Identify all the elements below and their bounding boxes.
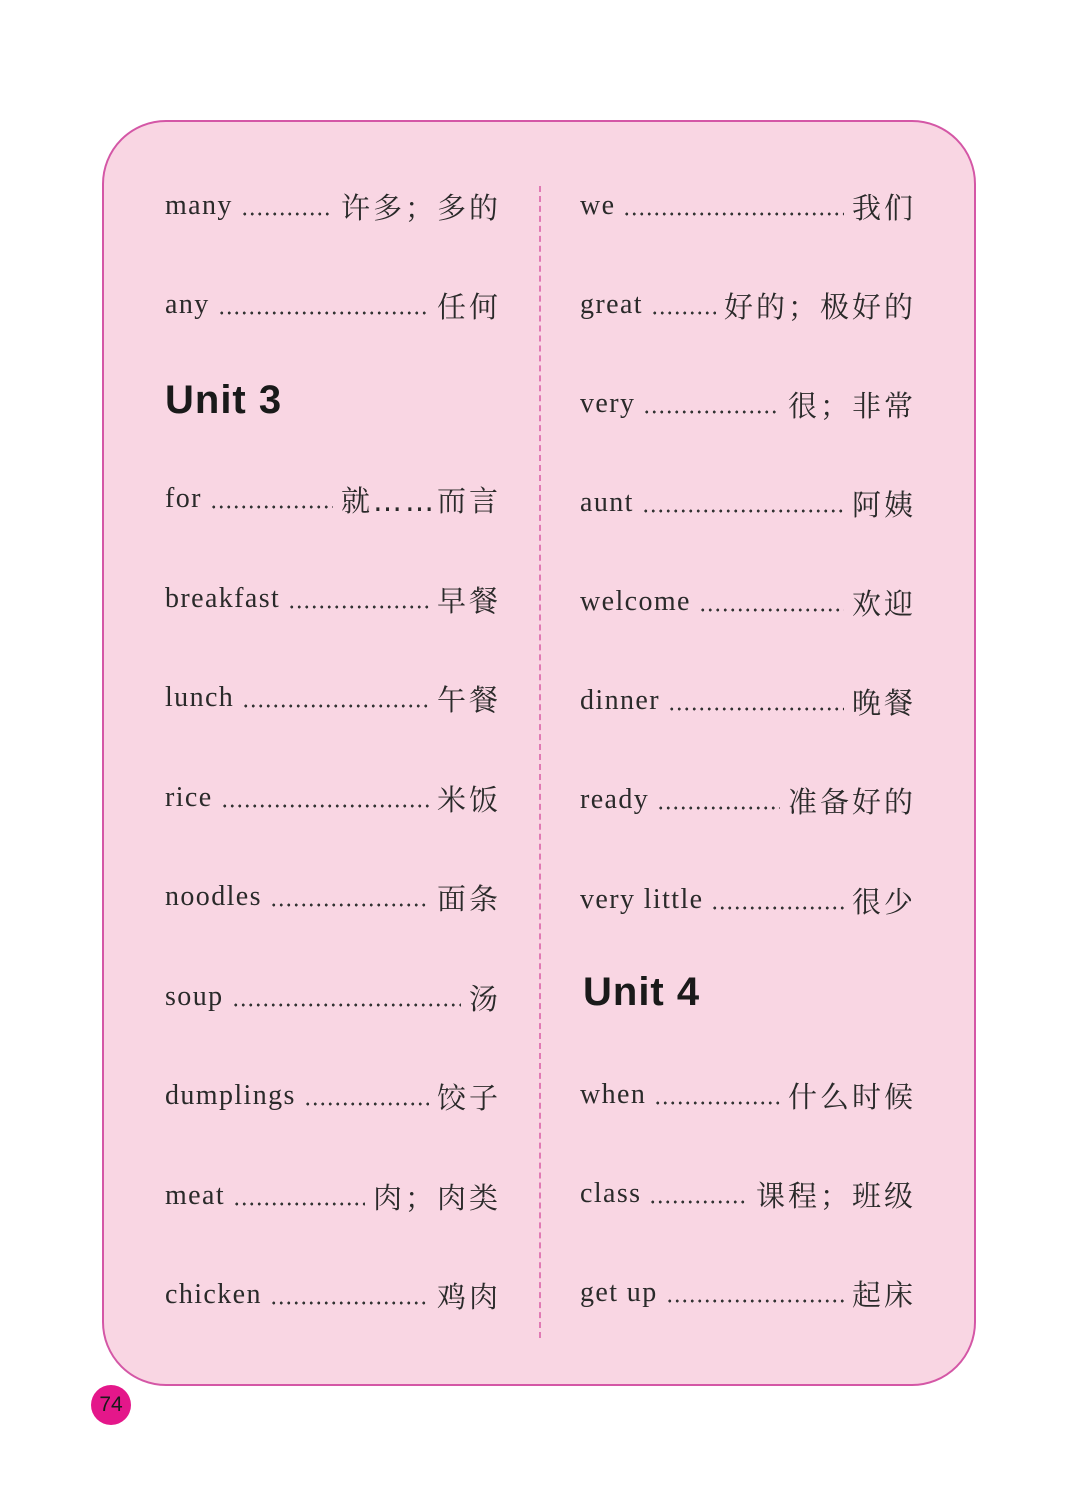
vocab-entry: [165, 875, 501, 919]
chinese-meaning: 很；非常: [787, 388, 916, 423]
vocab-entry: [580, 878, 916, 922]
vocab-entry: [580, 283, 916, 327]
dot-leader: [270, 1286, 429, 1306]
column-divider: [539, 186, 541, 1338]
vocab-entry: [165, 776, 501, 820]
dot-leader: [643, 395, 780, 415]
dot-leader: [657, 791, 780, 811]
chinese-meaning: 欢迎: [851, 586, 916, 621]
vocab-entry: [580, 481, 916, 525]
chinese-meaning: 什么时候: [787, 1079, 916, 1114]
vocab-entry: [580, 778, 916, 822]
english-word: very: [580, 388, 636, 419]
english-word: noodles: [165, 881, 262, 912]
chinese-meaning: 鸡肉: [436, 1279, 501, 1314]
dot-leader: [623, 197, 844, 217]
dot-leader: [221, 789, 429, 809]
dot-leader: [233, 1187, 365, 1207]
dot-leader: [241, 197, 333, 217]
vocab-entry: [580, 382, 916, 426]
chinese-meaning: 好的；极好的: [723, 289, 916, 324]
dot-leader: [232, 988, 461, 1008]
vocab-entry: [165, 184, 501, 228]
chinese-meaning: 米饭: [436, 782, 501, 817]
chinese-meaning: 任何: [436, 289, 501, 324]
dot-leader: [288, 590, 429, 610]
dot-leader: [666, 1284, 844, 1304]
english-word: welcome: [580, 586, 691, 617]
english-word: lunch: [165, 682, 235, 713]
dot-leader: [649, 1185, 748, 1205]
dot-leader: [210, 490, 333, 510]
dot-leader: [654, 1086, 780, 1106]
english-word: dumplings: [165, 1080, 296, 1111]
english-word: class: [580, 1178, 642, 1209]
chinese-meaning: 肉；肉类: [372, 1180, 501, 1215]
vocab-entry: [165, 975, 501, 1019]
page-number-badge: [91, 1385, 131, 1425]
chinese-meaning: 阿姨: [851, 487, 916, 522]
vocab-entry: [165, 477, 501, 521]
vocab-entry: [580, 580, 916, 624]
english-word: we: [580, 190, 616, 221]
vocab-entry: [165, 577, 501, 621]
vocab-entry: [580, 1172, 916, 1216]
chinese-meaning: 很少: [851, 884, 916, 919]
unit-heading: Unit 4: [583, 970, 701, 1014]
chinese-meaning: 早餐: [436, 583, 501, 618]
dot-leader: [699, 593, 844, 613]
dot-leader: [711, 891, 844, 911]
english-word: great: [580, 289, 643, 320]
dot-leader: [270, 888, 429, 908]
vocab-entry: [165, 1174, 501, 1218]
dot-leader: [651, 296, 716, 316]
chinese-meaning: 晚餐: [851, 685, 916, 720]
chinese-meaning: 准备好的: [787, 784, 916, 819]
dot-leader: [242, 689, 429, 709]
english-word: rice: [165, 782, 213, 813]
english-word: for: [165, 483, 202, 514]
chinese-meaning: 汤: [468, 981, 501, 1016]
english-word: get up: [580, 1277, 658, 1308]
english-word: breakfast: [165, 583, 281, 614]
vocab-entry: [165, 283, 501, 327]
vocab-entry: [165, 1074, 501, 1118]
english-word: aunt: [580, 487, 634, 518]
vocab-entry: [580, 1271, 916, 1315]
dot-leader: [304, 1087, 429, 1107]
vocab-entry: [165, 676, 501, 720]
chinese-meaning: 午餐: [436, 682, 501, 717]
chinese-meaning: 课程；班级: [755, 1178, 916, 1213]
chinese-meaning: 饺子: [436, 1080, 501, 1115]
chinese-meaning: 起床: [851, 1277, 916, 1312]
english-word: chicken: [165, 1279, 262, 1310]
vocab-entry: [580, 679, 916, 723]
page-number: 74: [99, 1393, 123, 1416]
dot-leader: [668, 692, 844, 712]
english-word: soup: [165, 981, 224, 1012]
vocab-entry: [580, 1073, 916, 1117]
english-word: any: [165, 289, 210, 320]
vocab-entry: [580, 184, 916, 228]
dot-leader: [218, 296, 429, 316]
vocab-entry: [165, 1273, 501, 1317]
english-word: meat: [165, 1180, 226, 1211]
english-word: many: [165, 190, 233, 221]
english-word: dinner: [580, 685, 660, 716]
english-word: when: [580, 1079, 647, 1110]
english-word: ready: [580, 784, 650, 815]
english-word: very little: [580, 884, 704, 915]
dot-leader: [642, 494, 844, 514]
chinese-meaning: 就……而言: [340, 483, 501, 518]
chinese-meaning: 我们: [851, 190, 916, 225]
chinese-meaning: 许多；多的: [340, 190, 501, 225]
unit-heading: Unit 3: [165, 378, 283, 422]
chinese-meaning: 面条: [436, 881, 501, 916]
